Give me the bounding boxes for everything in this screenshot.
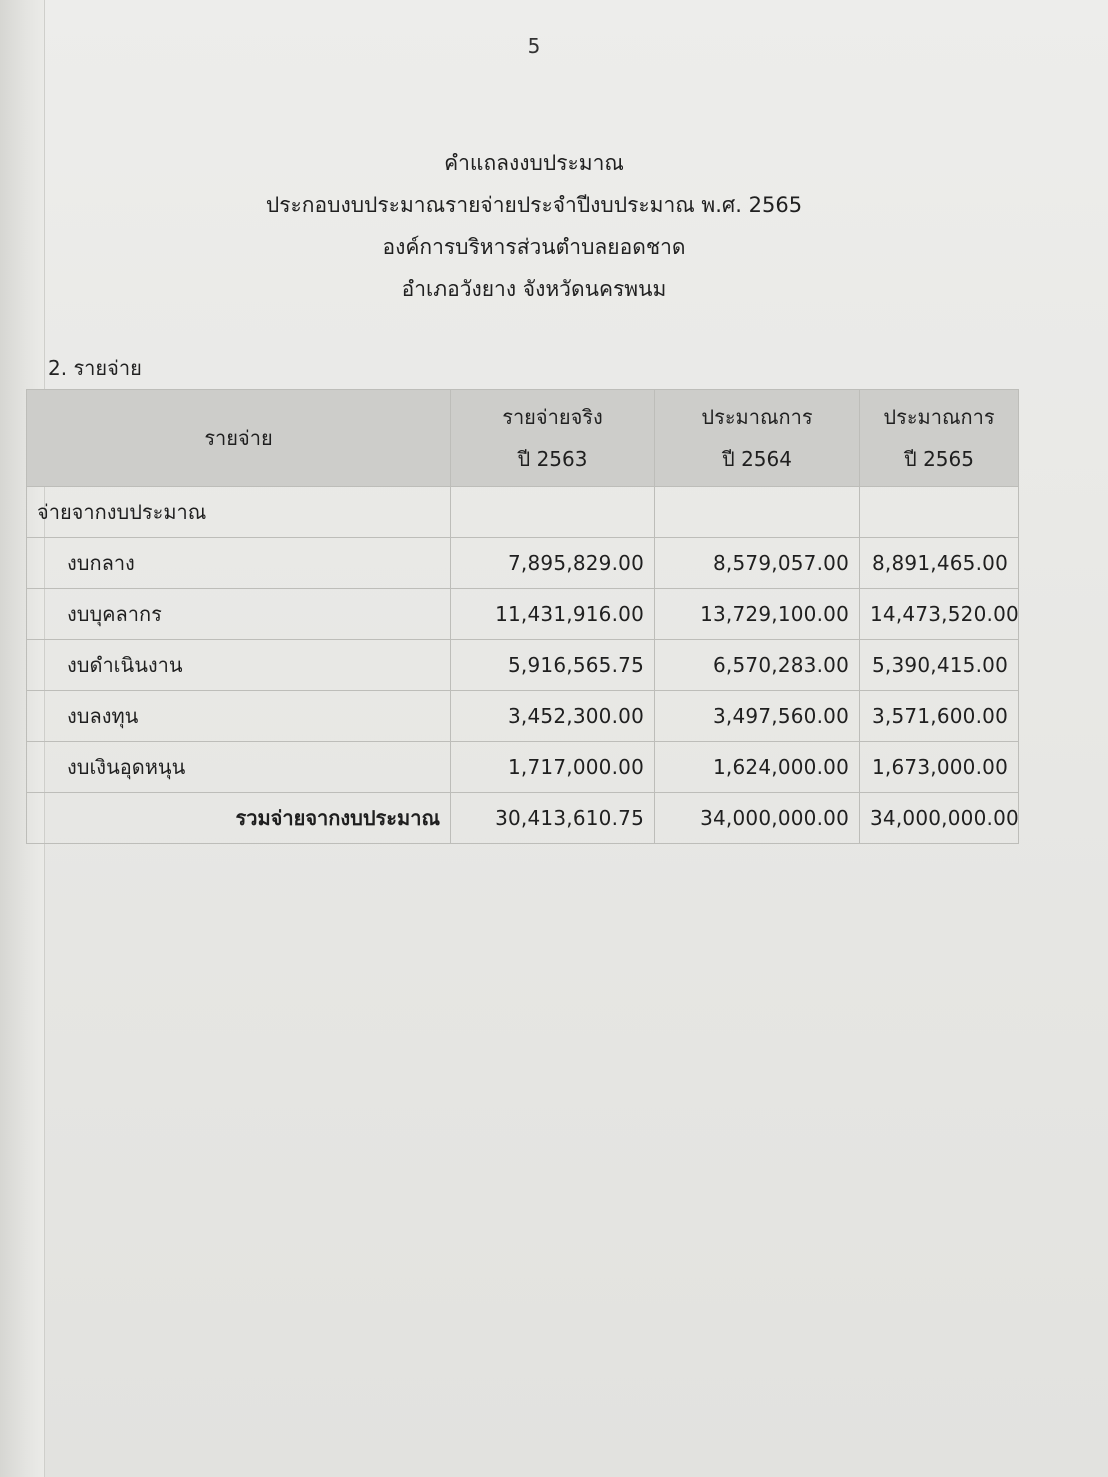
- row-label: งบเงินอุดหนุน: [27, 742, 451, 793]
- group-empty-cell: [451, 487, 655, 538]
- row-value-2565: 5,390,415.00: [860, 640, 1019, 691]
- header-col2-line2: ปี 2564: [722, 447, 792, 471]
- row-label: งบดำเนินงาน: [27, 640, 451, 691]
- section-label: 2. รายจ่าย: [48, 356, 142, 380]
- row-value-2564: 8,579,057.00: [655, 538, 860, 589]
- row-label: งบกลาง: [27, 538, 451, 589]
- table-row: [27, 742, 1019, 793]
- header-col1-line2: ปี 2563: [517, 447, 588, 471]
- row-value-2565: 8,891,465.00: [860, 538, 1019, 589]
- document-heading: [0, 142, 1068, 310]
- row-value-2565: 1,673,000.00: [860, 742, 1019, 793]
- total-label: รวมจ่ายจากงบประมาณ: [27, 793, 451, 844]
- header-item-label: รายจ่าย: [204, 426, 273, 450]
- row-value-2564: 6,570,283.00: [655, 640, 860, 691]
- header-col-2565: [860, 390, 1019, 487]
- heading-line-2: ประกอบงบประมาณรายจ่ายประจำปีงบประมาณ พ.ศ. 2565: [265, 193, 803, 217]
- table-row: [27, 589, 1019, 640]
- row-value-2565: 3,571,600.00: [860, 691, 1019, 742]
- table-row: [27, 640, 1019, 691]
- group-row: [27, 487, 1019, 538]
- row-value-2563: 11,431,916.00: [451, 589, 655, 640]
- row-label: งบลงทุน: [27, 691, 451, 742]
- row-value-2565: 14,473,520.00: [860, 589, 1019, 640]
- row-value-2563: 5,916,565.75: [451, 640, 655, 691]
- table-row: [27, 691, 1019, 742]
- header-col2-line1: ประมาณการ: [701, 405, 813, 429]
- row-value-2564: 13,729,100.00: [655, 589, 860, 640]
- row-value-2563: 1,717,000.00: [451, 742, 655, 793]
- total-value-2564: 34,000,000.00: [655, 793, 860, 844]
- row-value-2564: 3,497,560.00: [655, 691, 860, 742]
- header-col1-line1: รายจ่ายจริง: [502, 405, 603, 429]
- group-empty-cell: [655, 487, 860, 538]
- total-value-2565: 34,000,000.00: [860, 793, 1019, 844]
- row-label: งบบุคลากร: [27, 589, 451, 640]
- total-row: [27, 793, 1019, 844]
- table-header-row: [27, 390, 1019, 487]
- header-col-2564: [655, 390, 860, 487]
- group-empty-cell: [860, 487, 1019, 538]
- row-value-2563: 7,895,829.00: [451, 538, 655, 589]
- heading-line-3: องค์การบริหารส่วนตำบลยอดชาด: [382, 235, 686, 259]
- page-number: 5: [527, 34, 541, 58]
- total-value-2563: 30,413,610.75: [451, 793, 655, 844]
- heading-line-4: อำเภอวังยาง จังหวัดนครพนม: [401, 277, 667, 301]
- header-col3-line1: ประมาณการ: [883, 405, 995, 429]
- header-col-2563: [451, 390, 655, 487]
- header-item: [27, 390, 451, 487]
- budget-table: [26, 389, 1019, 844]
- table-row: [27, 538, 1019, 589]
- group-label: จ่ายจากงบประมาณ: [27, 487, 451, 538]
- row-value-2563: 3,452,300.00: [451, 691, 655, 742]
- row-value-2564: 1,624,000.00: [655, 742, 860, 793]
- heading-line-1: คำแถลงงบประมาณ: [444, 151, 624, 175]
- header-col3-line2: ปี 2565: [904, 447, 974, 471]
